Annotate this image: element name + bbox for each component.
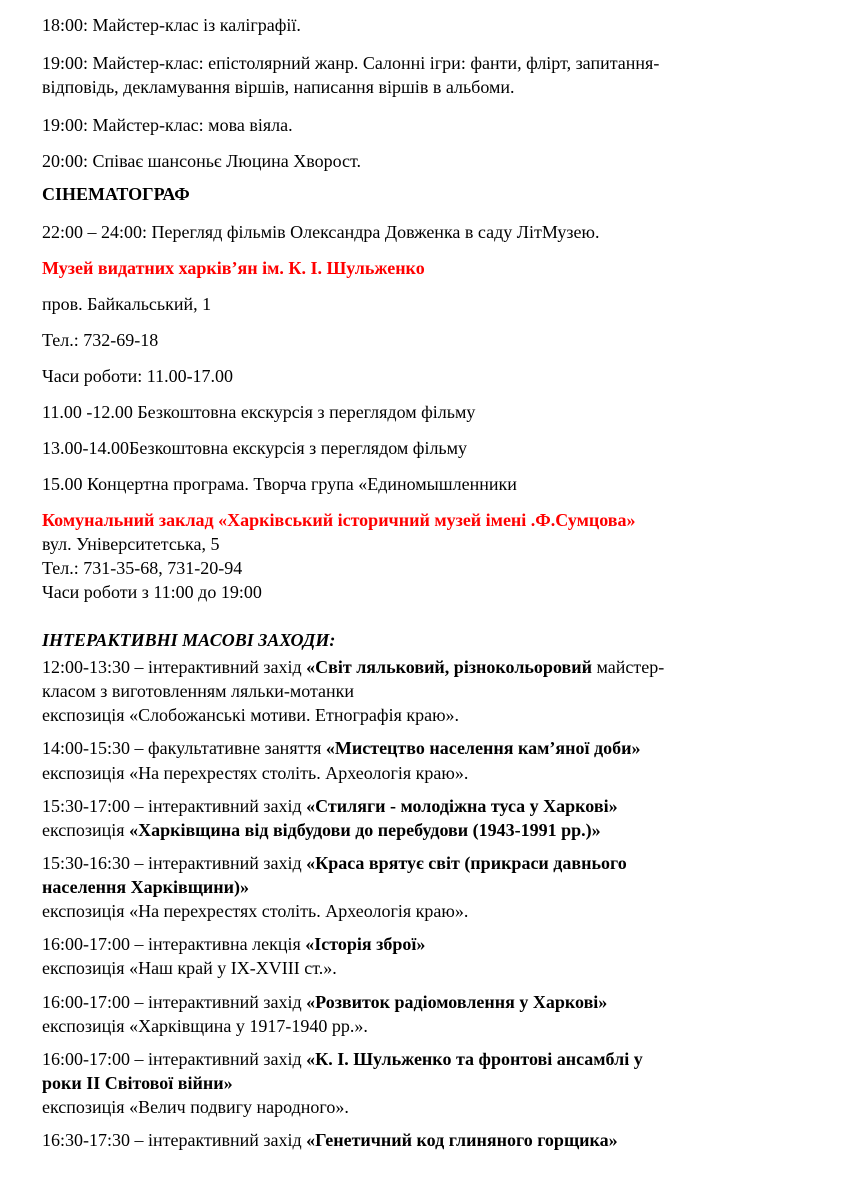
event-exposition: експозиція «Наш край у IX-XVIII ст.». — [42, 958, 337, 978]
museum-phone: Тел.: 732-69-18 — [42, 330, 159, 350]
museum-event: 11.00 -12.00 Безкоштовна екскурсія з переглядом фільму — [42, 402, 476, 422]
event-time: 12:00-13:30 – інтерактивний захід — [42, 657, 307, 677]
event-exposition: експозиція «На перехрестях століть. Археологія краю». — [42, 901, 469, 921]
event-line-continuation: класом з виготовленням ляльки-мотанки — [42, 681, 355, 701]
museum-event: 15.00 Концертна програма. Творча група «Единомышленники — [42, 474, 517, 494]
museum-title: Музей видатних харків’ян ім. К. І. Шульженко — [42, 258, 425, 278]
section-heading-cinema: СІНЕМАТОГРАФ — [42, 184, 190, 204]
event-title: «К. І. Шульженко та фронтові ансамблі у — [306, 1049, 643, 1069]
program-item: 20:00: Співає шансоньє Люцина Хворост. — [42, 151, 362, 171]
event-time: 16:00-17:00 – інтерактивний захід — [42, 1049, 307, 1069]
event-title: «Розвиток радіомовлення у Харкові» — [306, 992, 608, 1012]
exposition-title: «Харківщина від відбудови до перебудови (1943-1991 рр.)» — [129, 820, 601, 840]
museum-hours: Часи роботи з 11:00 до 19:00 — [42, 582, 262, 602]
museum-event: 13.00-14.00Безкоштовна екскурсія з переглядом фільму — [42, 438, 468, 458]
program-item-continuation: відповідь, декламування віршів, написання віршів в альбоми. — [42, 77, 515, 97]
event-line — [42, 795, 618, 817]
event-title: «Світ ляльковий, різнокольоровий — [306, 657, 592, 677]
event-line — [42, 656, 664, 678]
event-line — [42, 991, 607, 1013]
event-time: 16:30-17:30 – інтерактивний захід — [42, 1130, 307, 1150]
event-exposition — [42, 819, 601, 841]
event-title-tail: майстер- — [591, 657, 665, 677]
program-item: 19:00: Майстер-клас: епістолярний жанр. Салонні ігри: фанти, флірт, запитання- — [42, 53, 660, 73]
program-item: 18:00: Майстер-клас із каліграфії. — [42, 15, 301, 35]
museum-address: вул. Університетська, 5 — [42, 534, 220, 554]
museum-hours: Часи роботи: 11.00-17.00 — [42, 366, 234, 386]
event-line — [42, 852, 627, 874]
event-title: «Генетичний код глиняного горщика» — [306, 1130, 618, 1150]
event-title: «Мистецтво населення кам’яної доби» — [325, 738, 641, 758]
event-time: 16:00-17:00 – інтерактивний захід — [42, 992, 307, 1012]
event-title-continuation: роки II Світової війни» — [42, 1073, 233, 1093]
event-line — [42, 737, 640, 759]
event-title: «Історія зброї» — [305, 934, 426, 954]
museum-phone: Тел.: 731-35-68, 731-20-94 — [42, 558, 243, 578]
event-exposition: експозиція «На перехрестях століть. Археологія краю». — [42, 763, 469, 783]
event-title: «Краса врятує світ (прикраси давнього — [306, 853, 627, 873]
event-time: 15:30-16:30 – інтерактивний захід — [42, 853, 307, 873]
section-heading-interactive: ІНТЕРАКТИВНІ МАСОВІ ЗАХОДИ: — [42, 630, 336, 650]
museum-title: Комунальний заклад «Харківський історичний музей імені .Ф.Сумцова» — [42, 510, 636, 530]
museum-address: пров. Байкальський, 1 — [42, 294, 212, 314]
exposition-prefix: експозиція — [42, 820, 130, 840]
program-item: 22:00 – 24:00: Перегляд фільмів Олександра Довженка в саду ЛітМузею. — [42, 222, 600, 242]
event-exposition: експозиція «Слобожанські мотиви. Етнографія краю». — [42, 705, 460, 725]
program-item: 19:00: Майстер-клас: мова віяла. — [42, 115, 293, 135]
event-title: «Стиляги - молодіжна туса у Харкові» — [306, 796, 618, 816]
event-line — [42, 1129, 618, 1151]
event-time: 16:00-17:00 – інтерактивна лекція — [42, 934, 306, 954]
event-exposition: експозиція «Харківщина у 1917-1940 рр.». — [42, 1016, 368, 1036]
event-line — [42, 1048, 643, 1070]
event-exposition: експозиція «Велич подвигу народного». — [42, 1097, 349, 1117]
event-title-continuation: населення Харківщини)» — [42, 877, 250, 897]
event-time: 15:30-17:00 – інтерактивний захід — [42, 796, 307, 816]
event-time: 14:00-15:30 – факультативне заняття — [42, 738, 326, 758]
event-line — [42, 933, 425, 955]
